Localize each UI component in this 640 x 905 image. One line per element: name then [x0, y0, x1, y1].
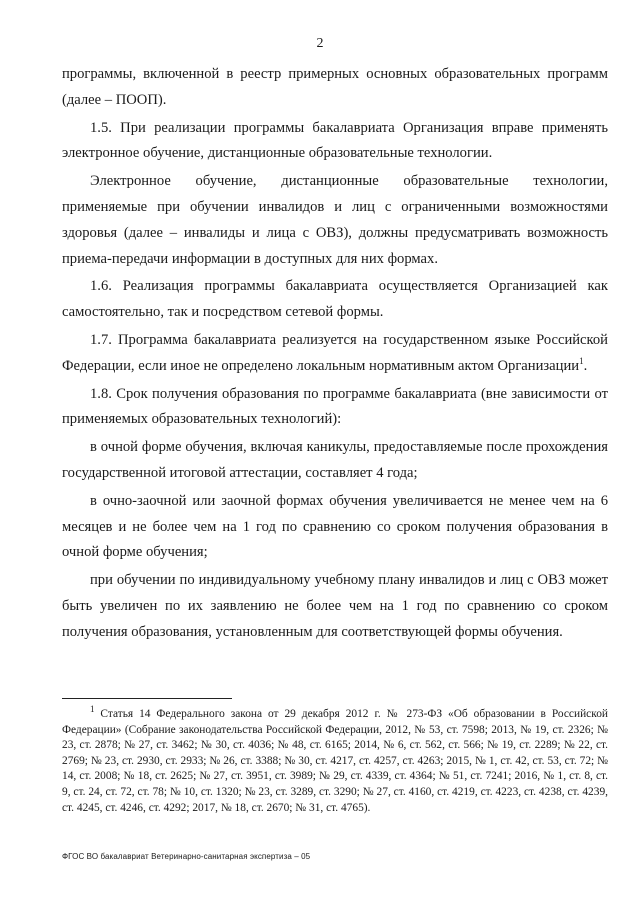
- paragraph-1-7-tail: .: [583, 357, 588, 374]
- paragraph-e-learning: Электронное обучение, дистанционные образовательные технологии, применяемые при обучении инвалидов и лиц с ограниченными возможностями здоровья (далее – инвалиды и лица с ОВЗ), должны предусматривать возможность приема-передачи информации в доступных для них формах.: [62, 173, 608, 267]
- paragraph-1-7-text: 1.7. Программа бакалавриата реализуется на государственном языке Российской Федерации, если иное не определено локальным нормативным актом Организации: [62, 331, 608, 374]
- footnote-paragraph: [62, 704, 608, 816]
- page-footer: ФГОС ВО бакалавриат Ветеринарно-санитарная экспертиза – 05: [62, 852, 311, 861]
- paragraph-1-8: 1.8. Срок получения образования по программе бакалавриата (вне зависимости от применяемых образовательных технологий):: [62, 385, 608, 428]
- paragraph-1: программы, включенной в реестр примерных основных образовательных программ (далее – ПООП).: [62, 66, 608, 108]
- footnote-marker: 1: [90, 704, 95, 715]
- paragraph-1-7: [62, 328, 608, 380]
- paragraph-individual-plan: при обучении по индивидуальному учебному плану инвалидов и лиц с ОВЗ может быть увеличен по их заявлению не более чем на 1 год по сравнению со сроком получения образования, установленным для соответствующей формы обучения.: [62, 572, 608, 640]
- page-number: 2: [316, 36, 324, 51]
- paragraph-1-6: 1.6. Реализация программы бакалавриата осуществляется Организацией как самостоятельно, так и посредством сетевой формы.: [62, 278, 608, 321]
- footnote-divider: [62, 698, 232, 699]
- paragraph-full-time: в очной форме обучения, включая каникулы, предоставляемые после прохождения государственной итоговой аттестации, составляет 4 года;: [62, 439, 608, 481]
- paragraph-part-time: в очно-заочной или заочной формах обучения увеличивается не менее чем на 6 месяцев и не более чем на 1 год по сравнению со сроком получения образования в очной форме обучения;: [62, 492, 608, 561]
- paragraph-1-5: 1.5. При реализации программы бакалавриата Организация вправе применять электронное обучение, дистанционные образовательные технологии.: [62, 119, 608, 162]
- footnote: [62, 704, 608, 816]
- footnote-text: Статья 14 Федерального закона от 29 декабря 2012 г. № 273-ФЗ «Об образовании в Российской Федерации» (Собрание законодательства Российской Федерации, 2012, № 53, ст. 7598; 2013, № 19, ст. 2326; № 23, ст. 2878; № 27, ст. 3462; № 30, ст. 4036; № 48, ст. 6165; 2014, № 6, ст. 562, ст. 566; № 19, ст. 2289; № 22, ст. 2769; № 23, ст. 2930, ст. 2933; № 26, ст. 3388; № 30, ст. 4217, ст. 4257, ст. 4263; 2015, № 1, ст. 42, ст. 53, ст. 72; № 14, ст. 2008; № 18, ст. 2625; № 27, ст. 3951, ст. 3989; № 29, ст. 4339, ст. 4364; № 51, ст. 7241; 2016, № 1, ст. 8, ст. 9, ст. 24, ст. 72, ст. 78; № 10, ст. 1320; № 23, ст. 3289, ст. 3290; № 27, ст. 4160, ст. 4219, ст. 4223, ст. 4238, ст. 4239, ст. 4245, ст. 4246, ст. 4292; 2017, № 18, ст. 2670; № 31, ст. 4765).: [62, 708, 608, 814]
- footnote-ref[interactable]: 1: [579, 355, 584, 366]
- body-text: [62, 62, 608, 648]
